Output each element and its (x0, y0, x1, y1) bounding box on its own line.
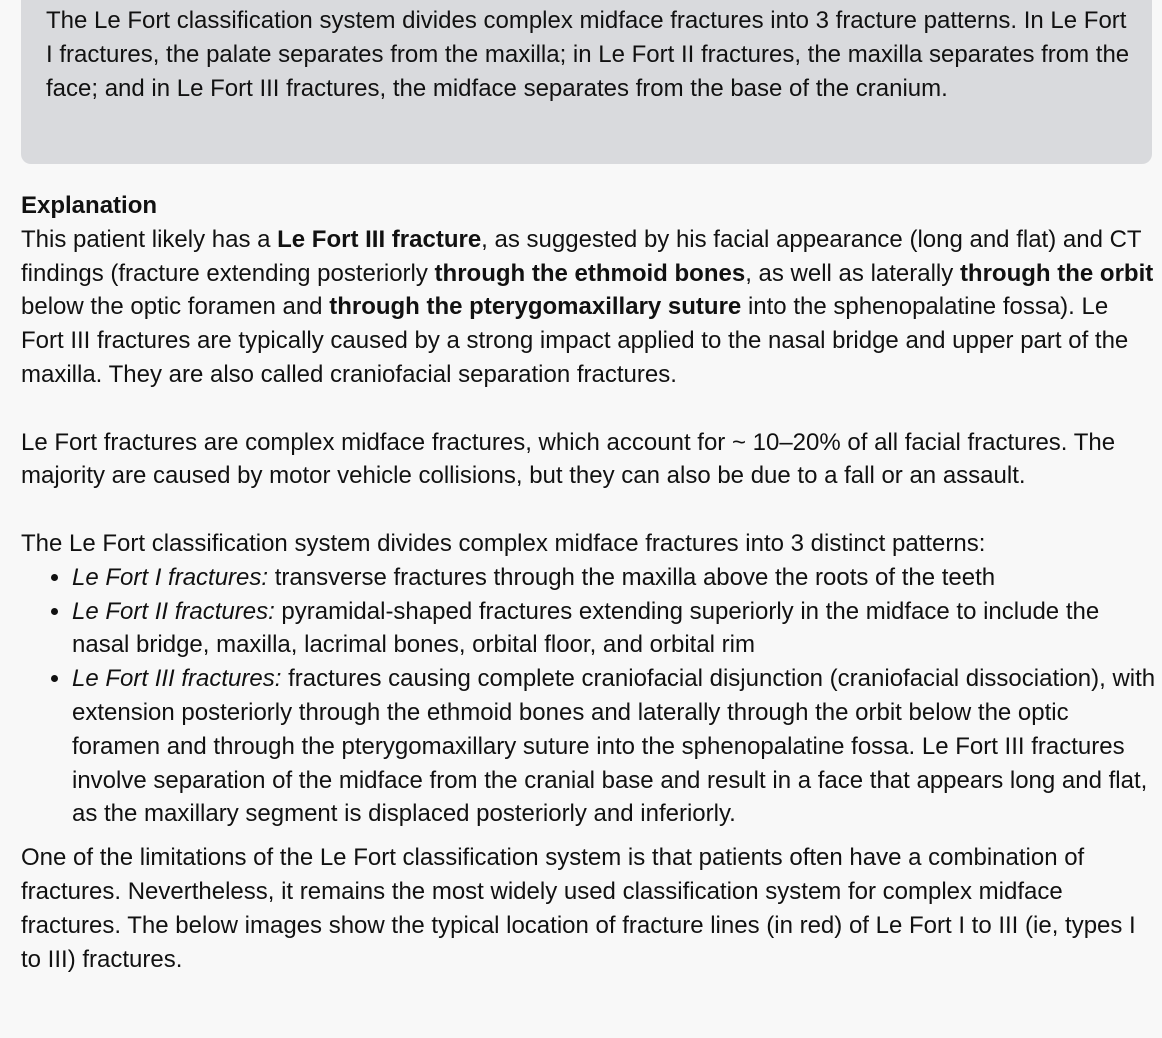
text-span: , as suggested by his facial appearance (long and flat) and CT findings (fracture extending posteriorly (21, 225, 1142, 287)
bold-term: Le Fort III fracture (277, 225, 482, 253)
list-item (72, 595, 1156, 663)
list-item (72, 561, 1156, 595)
answer-choice-text: The Le Fort classification system divides complex midface fractures into 3 fracture patterns. In Le Fort I fractures, the palate separates from the maxilla; in Le Fort II fractures, the maxilla separates from the face; and in Le Fort III fractures, the midface separates from the base of the cranium. (46, 7, 1130, 102)
text-span: below the optic foramen and (21, 293, 330, 321)
explanation-paragraph-4: One of the limitations of the Le Fort classification system is that patients often have a combination of fractures. Nevertheless, it remains the most widely used classification system for complex midface fractures. The below images show the typical location of fracture lines (in red) of Le Fort I to III (ie, types I to III) fractures. (21, 844, 1136, 973)
list-item-term: Le Fort III fractures: (72, 665, 282, 693)
bold-term: through the pterygomaxillary suture (329, 293, 742, 321)
explanation-paragraph-1 (21, 223, 1156, 392)
text-span: into the sphenopalatine fossa). Le Fort III fractures are typically caused by a strong impact applied to the nasal bridge and upper part of the maxilla. They are also called craniofacial separation fractures. (21, 293, 1129, 388)
text-span: This patient likely has a (21, 225, 278, 253)
bold-term: through the orbit (959, 259, 1154, 287)
explanation-section (21, 189, 1156, 976)
list-item-desc: transverse fractures through the maxilla above the roots of the teeth (268, 563, 996, 591)
explanation-paragraph-2: Le Fort fractures are complex midface fractures, which account for ~ 10–20% of all facial fractures. The majority are caused by motor vehicle collisions, but they can also be due to a fall or an assault. (21, 428, 1116, 490)
answer-choice-box[interactable] (21, 0, 1152, 164)
le-fort-types-list (21, 561, 1156, 831)
bold-term: through the ethmoid bones (434, 259, 746, 287)
explanation-paragraph-3: The Le Fort classification system divides complex midface fractures into 3 distinct patterns: (21, 529, 986, 557)
list-item-desc: pyramidal-shaped fractures extending superiorly in the midface to include the nasal bridge, maxilla, lacrimal bones, orbital floor, and orbital rim (72, 597, 1100, 659)
explanation-heading: Explanation (21, 192, 158, 219)
list-item-term: Le Fort I fractures: (72, 563, 269, 591)
list-item-desc: fractures causing complete craniofacial disjunction (craniofacial dissociation), with extension posteriorly through the ethmoid bones and laterally through the orbit below the optic foramen and through the pterygomaxillary suture into the sphenopalatine fossa. Le Fort III fractures involve separation of the midface from the cranial base and result in a face that appears long and flat, as the maxillary segment is displaced posteriorly and inferiorly. (72, 665, 1156, 828)
text-span: , as well as laterally (745, 259, 960, 287)
list-item (72, 662, 1156, 831)
list-item-term: Le Fort II fractures: (72, 597, 275, 625)
